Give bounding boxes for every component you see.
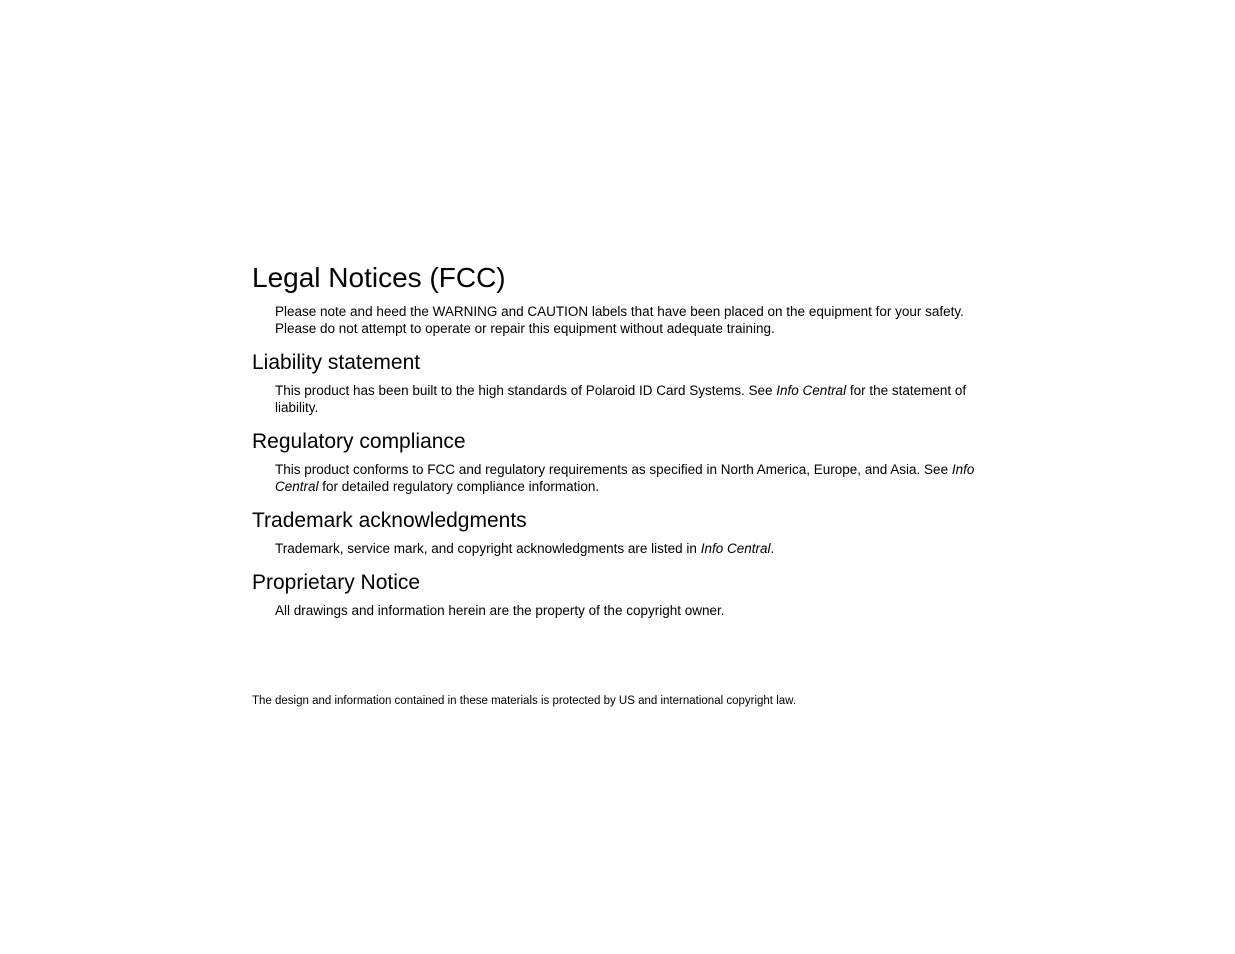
liability-heading: Liability statement — [252, 351, 421, 374]
legal-notices-page — [252, 262, 977, 633]
regulatory-paragraph — [275, 461, 975, 495]
regulatory-heading: Regulatory compliance — [252, 430, 466, 453]
copyright-footer: The design and information contained in these materials is protected by US and international copyright law. — [252, 695, 797, 707]
proprietary-heading: Proprietary Notice — [252, 571, 421, 594]
trademark-text-start: Trademark, service mark, and copyright acknowledgments are listed in — [275, 541, 701, 556]
intro-paragraph: Please note and heed the WARNING and CAUTION labels that have been placed on the equipment for your safety. Please do not attempt to operate or repair this equipment without adequate training. — [275, 304, 964, 336]
liability-info-central-ref: Info Central — [776, 383, 847, 398]
trademark-heading: Trademark acknowledgments — [252, 509, 527, 532]
regulatory-text-start: This product conforms to FCC and regulatory requirements as specified in North America, Europe, and Asia. See — [275, 462, 952, 477]
trademark-text-end: . — [770, 541, 775, 556]
proprietary-text: All drawings and information herein are the property of the copyright owner. — [275, 603, 725, 618]
trademark-info-central-ref: Info Central — [700, 541, 771, 556]
liability-text-start: This product has been built to the high standards of Polaroid ID Card Systems. See — [275, 383, 777, 398]
liability-paragraph — [275, 382, 975, 416]
trademark-paragraph — [275, 540, 975, 557]
regulatory-text-end: for detailed regulatory compliance information. — [318, 479, 600, 494]
regulatory-info-central-ref: Info Central — [275, 462, 975, 494]
proprietary-paragraph — [275, 602, 975, 619]
liability-text-end: for the statement of liability. — [275, 383, 967, 415]
page-title: Legal Notices (FCC) — [252, 262, 506, 293]
